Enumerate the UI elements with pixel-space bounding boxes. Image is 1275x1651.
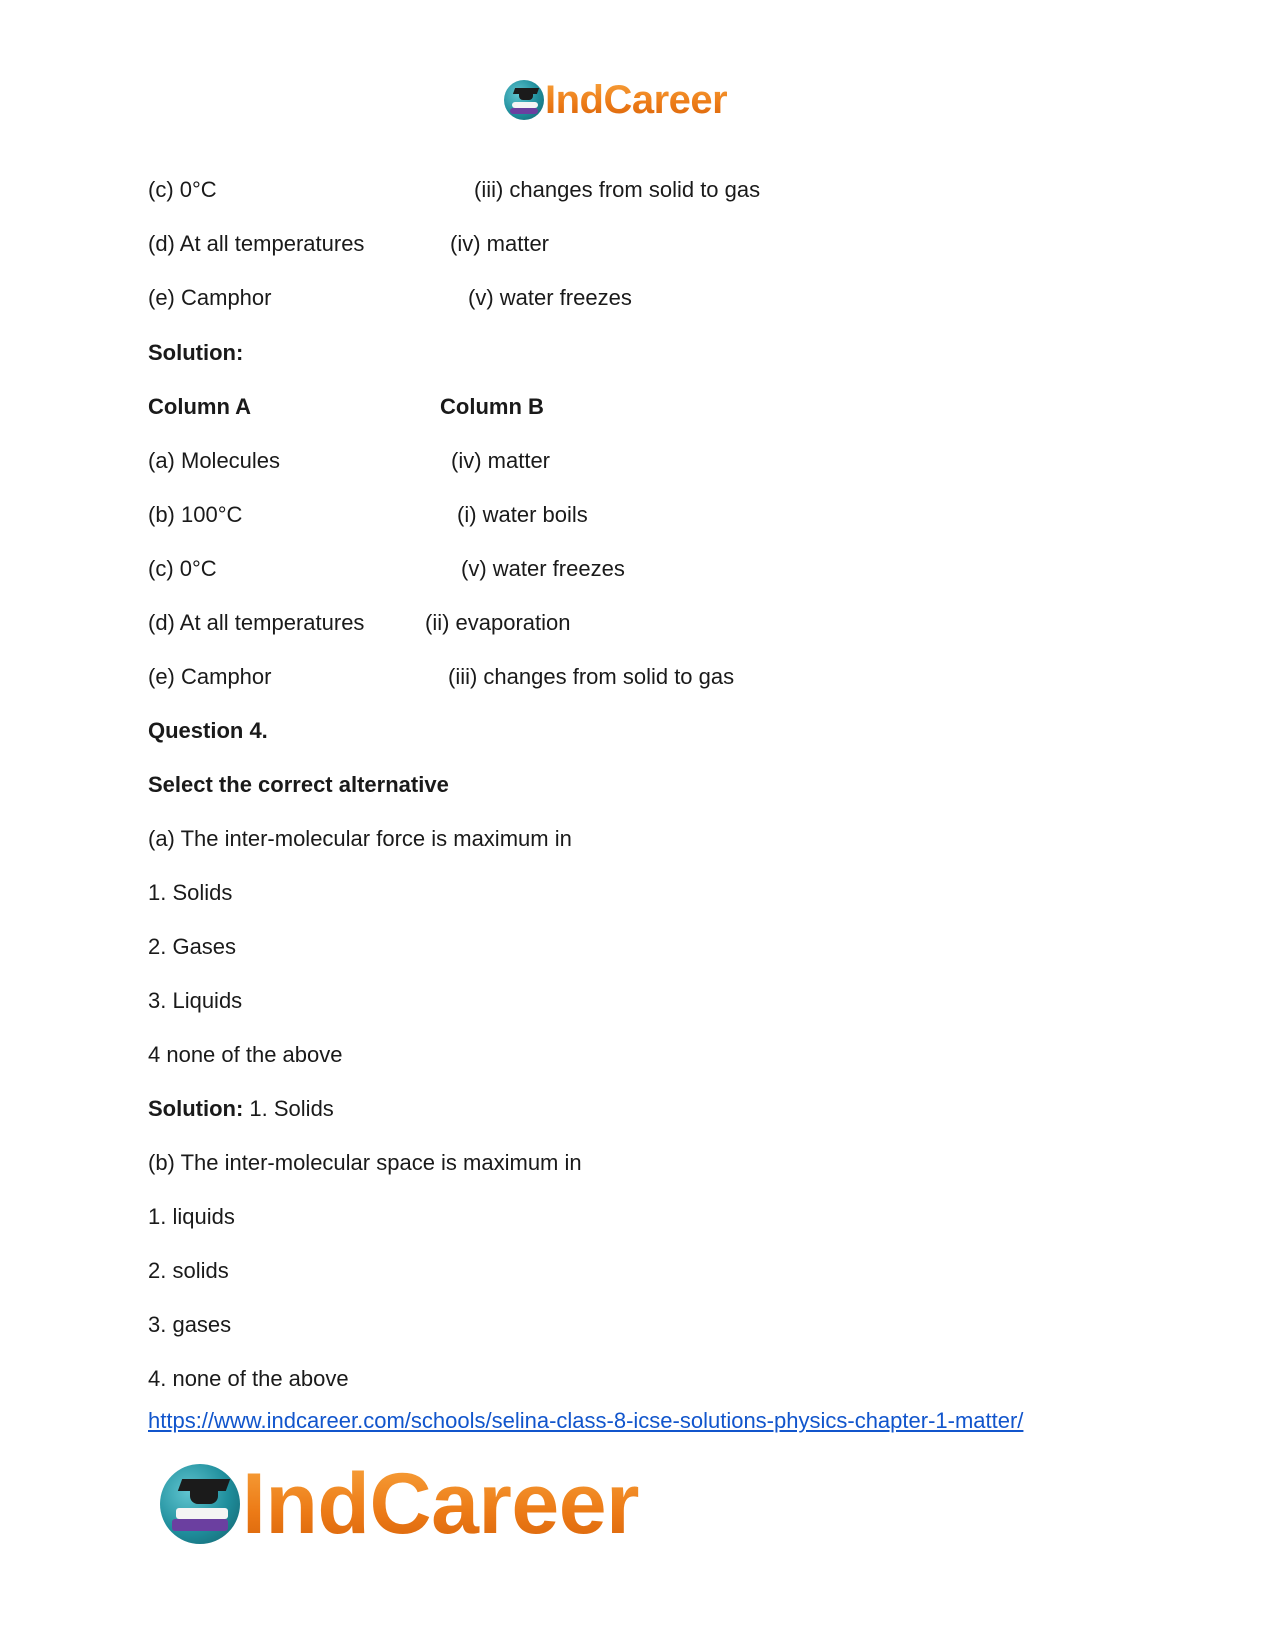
match-right: (v) water freezes [468, 285, 632, 310]
match-right: (iv) matter [450, 231, 549, 256]
solution-right: (iii) changes from solid to gas [448, 664, 735, 689]
option-item: 4. none of the above [148, 1366, 349, 1391]
question-instruction: Select the correct alternative [148, 772, 449, 797]
solution-left: (e) Camphor [148, 664, 272, 689]
part-a-solution-answer: 1. Solids [243, 1096, 334, 1121]
option-item: 2. solids [148, 1258, 229, 1283]
column-a-heading: Column A [148, 394, 252, 419]
header-logo [504, 80, 727, 120]
solution-right: (i) water boils [457, 502, 588, 527]
source-url-link[interactable]: https://www.indcareer.com/schools/selina-class-8-icse-solutions-physics-chapter-1-matter/ [148, 1408, 1024, 1433]
column-headings [148, 394, 544, 420]
match-row [148, 285, 632, 311]
solution-right: (iv) matter [451, 448, 550, 473]
match-left: (c) 0°C [148, 177, 217, 202]
solution-right: (v) water freezes [461, 556, 625, 581]
solution-row [148, 502, 588, 528]
solution-left: (a) Molecules [148, 448, 281, 473]
solution-right: (ii) evaporation [425, 610, 571, 635]
solution-row [148, 448, 550, 474]
solution-heading: Solution: [148, 340, 244, 365]
graduation-cap-books-icon [160, 1464, 240, 1544]
solution-left: (d) At all temperatures [148, 610, 365, 635]
match-left: (e) Camphor [148, 285, 272, 310]
option-item: 3. gases [148, 1312, 232, 1337]
solution-row [148, 610, 571, 636]
option-item: 2. Gases [148, 934, 237, 959]
part-a-solution-label: Solution: [148, 1096, 244, 1121]
footer-logo-text: IndCareer [242, 1456, 639, 1552]
solution-left: (c) 0°C [148, 556, 217, 581]
question-part-a-prompt: (a) The inter-molecular force is maximum in [148, 826, 572, 851]
solution-row [148, 556, 625, 582]
match-right: (iii) changes from solid to gas [474, 177, 761, 202]
footer-logo [160, 1456, 639, 1552]
option-item: 3. Liquids [148, 988, 243, 1013]
header-logo-text: IndCareer [545, 78, 728, 122]
solution-left: (b) 100°C [148, 502, 243, 527]
question-part-b-prompt: (b) The inter-molecular space is maximum in [148, 1150, 582, 1175]
solution-row [148, 664, 735, 690]
match-row [148, 177, 761, 203]
question-title: Question 4. [148, 718, 268, 743]
part-a-solution [148, 1096, 334, 1122]
match-left: (d) At all temperatures [148, 231, 365, 256]
option-item: 1. liquids [148, 1204, 235, 1229]
option-item: 1. Solids [148, 880, 233, 905]
option-item: 4 none of the above [148, 1042, 343, 1067]
column-b-heading: Column B [440, 394, 544, 419]
graduation-cap-books-icon [504, 80, 544, 120]
match-row [148, 231, 549, 257]
